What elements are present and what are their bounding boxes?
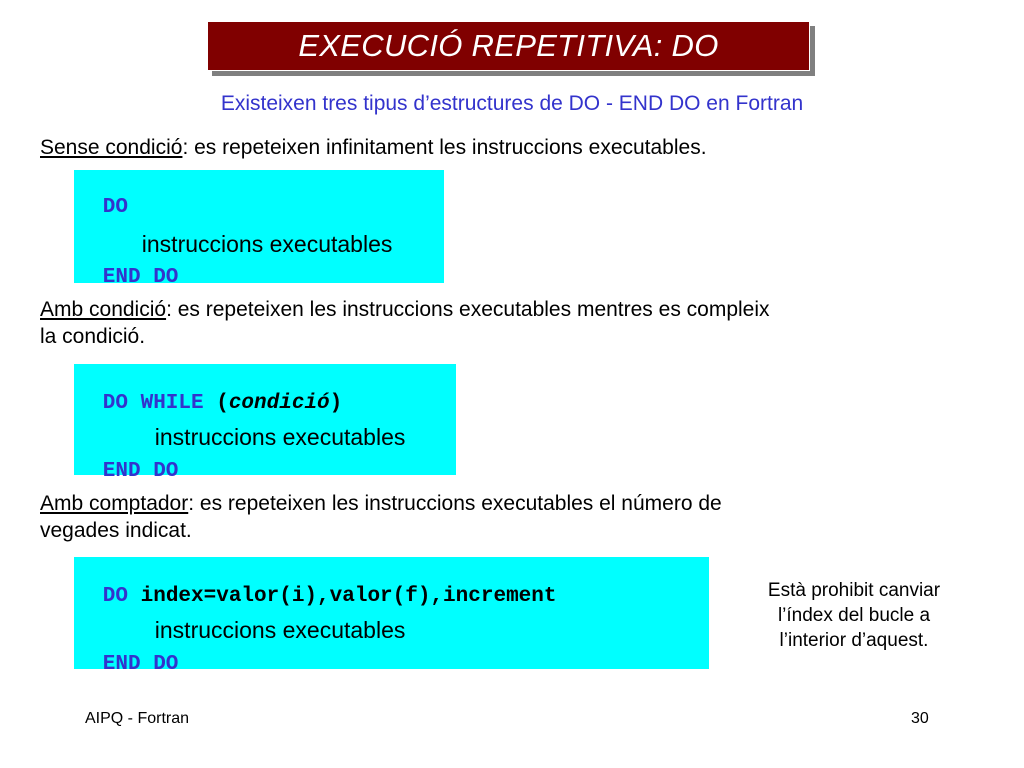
code-body: instruccions executables bbox=[154, 617, 406, 643]
section-label: Amb condició bbox=[40, 298, 167, 321]
side-note-line: Està prohibit canviar bbox=[767, 580, 941, 601]
code-block-do-while bbox=[74, 364, 456, 483]
section-label: Sense condició bbox=[40, 136, 183, 159]
section-description: : es repeteixen infinitament les instruccions executables. bbox=[182, 136, 707, 159]
code-block-do bbox=[74, 170, 444, 289]
code-condition: condició bbox=[228, 392, 330, 415]
code-keyword: END DO bbox=[102, 653, 179, 676]
code-keyword: DO bbox=[102, 196, 128, 219]
code-paren: ( bbox=[203, 392, 229, 415]
section-amb-comptador-text bbox=[40, 490, 940, 544]
slide-title: EXECUCIÓ REPETITIVA: DO bbox=[298, 28, 719, 63]
code-keyword: END DO bbox=[102, 460, 179, 483]
code-keyword: DO WHILE bbox=[102, 392, 204, 415]
footer-course-name: AIPQ - Fortran bbox=[85, 710, 190, 727]
section-label: Amb comptador bbox=[40, 492, 189, 515]
side-note-line: l’interior d’aquest. bbox=[779, 630, 929, 651]
code-keyword: DO bbox=[102, 585, 128, 608]
section-description-line2: vegades indicat. bbox=[40, 519, 192, 542]
code-paren: ) bbox=[329, 392, 343, 415]
side-note bbox=[738, 578, 970, 653]
code-body: instruccions executables bbox=[141, 231, 393, 257]
page-number: 30 bbox=[911, 710, 929, 727]
code-block-do-counter bbox=[74, 557, 709, 676]
section-amb-condicio-text bbox=[40, 296, 940, 350]
slide-subtitle: Existeixen tres tipus d’estructures de DO - END DO en Fortran bbox=[220, 92, 804, 115]
section-description: : es repeteixen les instruccions executables el número de bbox=[188, 492, 722, 515]
section-description: : es repeteixen les instruccions executables mentres es compleix bbox=[166, 298, 770, 321]
section-description-line2: la condició. bbox=[40, 325, 146, 348]
code-counter-expression: index=valor(i),valor(f),increment bbox=[140, 585, 557, 608]
title-banner bbox=[207, 21, 810, 71]
code-keyword: END DO bbox=[102, 266, 179, 289]
section-sense-condicio-text bbox=[40, 134, 707, 161]
side-note-line: l’índex del bucle a bbox=[777, 605, 931, 626]
code-body: instruccions executables bbox=[154, 424, 406, 450]
